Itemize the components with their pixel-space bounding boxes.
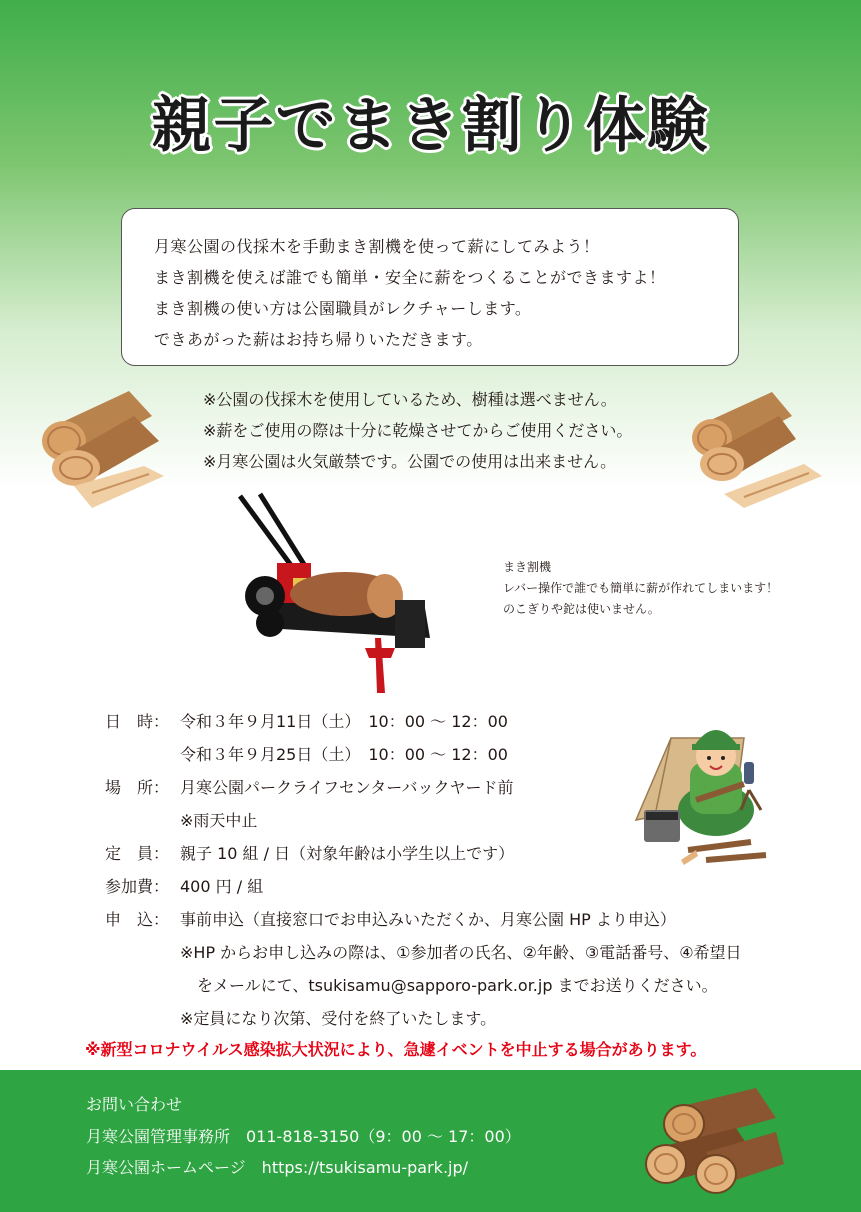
note-item: ※薪をご使用の際は十分に乾燥させてからご使用ください。 [203, 421, 633, 440]
intro-line: まき割機の使い方は公園職員がレクチャーします。 [154, 299, 532, 318]
place-value: 月寒公園パークライフセンターバックヤード前 [180, 778, 514, 797]
date-value-1: 令和３年９月11日（土） 10：00 ～ 12：00 [180, 712, 508, 731]
notes-list [203, 384, 723, 477]
apply-note-3: ※定員になり次第、受付を終了いたします。 [180, 1009, 497, 1028]
capacity-value: 親子 10 組 / 日（対象年齢は小学生以上です） [180, 844, 515, 863]
intro-box [121, 208, 739, 366]
office-contact: 月寒公園管理事務所 011-818-3150（9：00 ～ 17：00） [86, 1127, 521, 1146]
fee-value: 400 円 / 組 [180, 877, 264, 896]
log-splitter-photo [185, 488, 465, 700]
apply-row [105, 903, 825, 936]
logs-left-illustration [34, 386, 184, 516]
splitter-caption [503, 557, 778, 620]
contact-footer [0, 1070, 861, 1212]
apply-note-row-1 [105, 936, 825, 969]
place-label: 場 所： [105, 778, 170, 797]
apply-label: 申 込： [105, 910, 170, 929]
intro-line: 月寒公園の伐採木を手動まき割機を使って薪にしてみよう！ [154, 237, 600, 256]
date-value-2: 令和３年９月25日（土） 10：00 ～ 12：00 [180, 745, 508, 764]
fee-row [105, 870, 825, 903]
apply-note-row-2 [105, 969, 825, 1002]
covid-warning: ※新型コロナウイルス感染拡大状況により、急遽イベントを中止する場合があります。 [85, 1040, 707, 1059]
caption-line: のこぎりや鉈は使いません。 [503, 602, 660, 616]
stacked-logs-illustration [636, 1080, 786, 1205]
intro-line: できあがった薪はお持ち帰りいただきます。 [154, 330, 483, 349]
place-note-row [105, 804, 825, 837]
date-row [105, 705, 825, 738]
apply-note-1: ※HP からお申し込みの際は、①参加者の氏名、②年齢、③電話番号、④希望日 [180, 943, 742, 962]
homepage-link: 月寒公園ホームページ https://tsukisamu-park.jp/ [86, 1158, 469, 1177]
contact-heading: お問い合わせ [86, 1095, 183, 1114]
date-row-2 [105, 738, 825, 771]
logs-right-illustration [684, 384, 829, 514]
fee-label: 参加費： [105, 877, 170, 896]
capacity-label: 定 員： [105, 844, 170, 863]
apply-note-2: をメールにて、tsukisamu@sapporo-park.or.jp までお送りください。 [197, 976, 718, 995]
page-title: 親子でまき割り体験 [151, 91, 710, 161]
place-note: ※雨天中止 [180, 811, 258, 830]
caption-line: レバー操作で誰でも簡単に薪が作れてしまいます！ [503, 581, 779, 595]
date-label: 日 時： [105, 712, 170, 731]
caption-line: まき割機 [503, 560, 552, 574]
intro-line: まき割機を使えば誰でも簡単・安全に薪をつくることができますよ！ [154, 268, 666, 287]
place-row [105, 771, 825, 804]
apply-note-row-3 [105, 1002, 825, 1035]
capacity-row [105, 837, 825, 870]
event-details [105, 705, 825, 1035]
note-item: ※月寒公園は火気厳禁です。公園での使用は出来ません。 [203, 452, 617, 471]
apply-value: 事前申込（直接窓口でお申込みいただくか、月寒公園 HP より申込） [180, 910, 676, 929]
note-item: ※公園の伐採木を使用しているため、樹種は選べません。 [203, 390, 617, 409]
